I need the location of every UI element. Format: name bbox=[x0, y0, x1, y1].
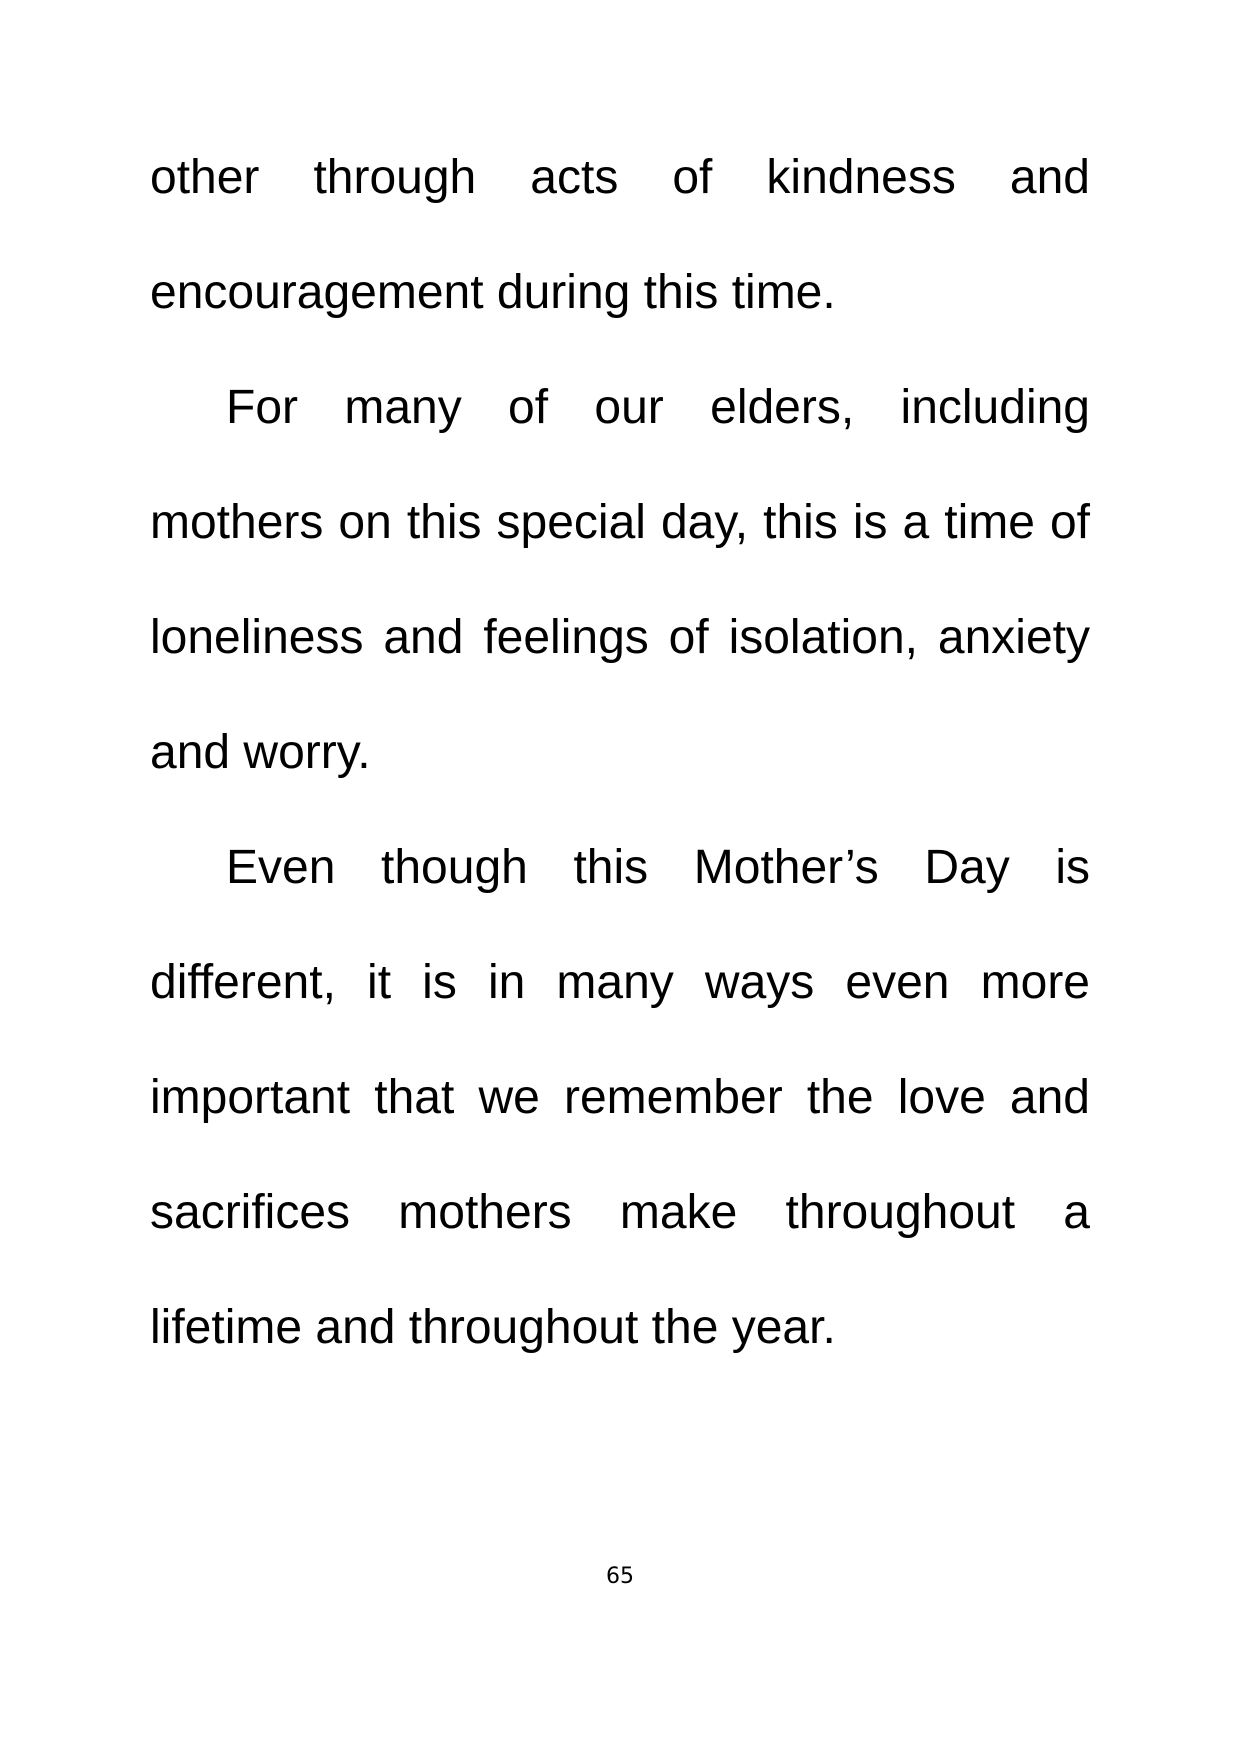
page-body bbox=[150, 120, 1090, 1385]
page-number: 65 bbox=[606, 1564, 634, 1589]
paragraph-continuation: other through acts of kindness and encouragement during this time. bbox=[150, 151, 1090, 319]
paragraph-elders: For many of our elders, including mothers on this special day, this is a time of loneliness and feelings of isolation, anxiety and worry. bbox=[150, 381, 1090, 779]
paragraph-mothers-day: Even though this Mother’s Day is different, it is in many ways even more important that we remember the love and sacrifices mothers make throughout a lifetime and throughout the year. bbox=[150, 841, 1090, 1354]
